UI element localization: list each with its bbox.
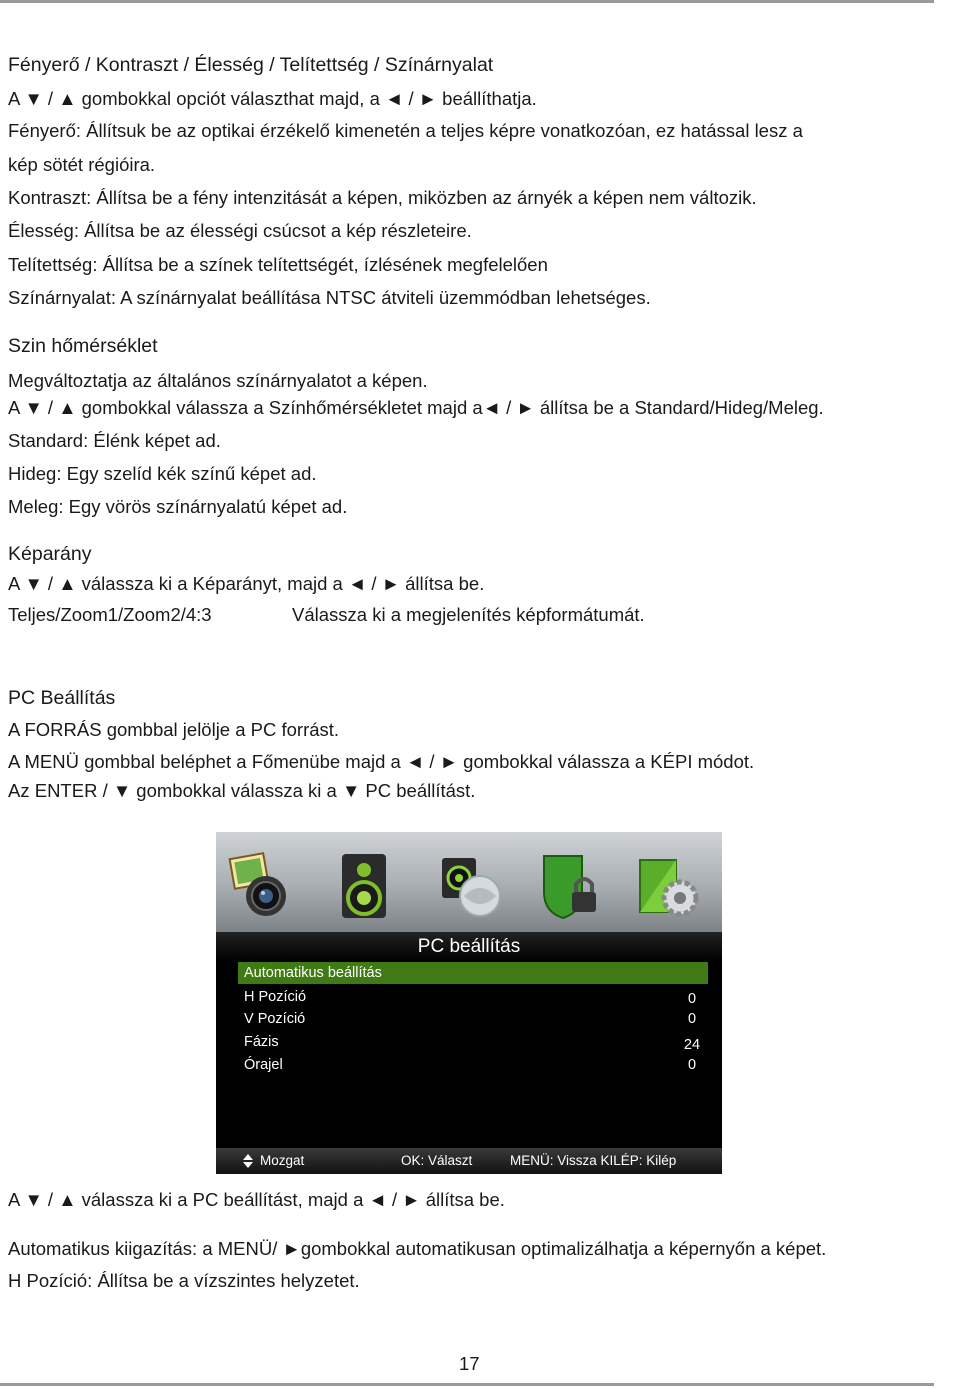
text-line: Meleg: Egy vörös színárnyalatú képet ad.: [8, 496, 348, 517]
picture-icon: [228, 850, 292, 922]
setup-icon: [636, 850, 700, 922]
channel-icon: [440, 850, 504, 922]
text-line: Automatikus kiigazítás: a MENÜ/ ►gombokkal automatikusan optimalizálhatja a képernyőn a képet.: [8, 1238, 827, 1259]
text-line: Élesség: Állítsa be az élességi csúcsot a kép részleteire.: [8, 220, 472, 241]
section-heading-brightness: Fényerő / Kontraszt / Élesség / Telítettség / Színárnyalat: [8, 54, 494, 76]
tv-menu-iconbar: [216, 832, 722, 932]
tv-menu-item-label: H Pozíció: [244, 989, 307, 1005]
text-line: A ▼ / ▲ válassza ki a PC beállítást, majd a ◄ / ► állítsa be.: [8, 1189, 505, 1210]
tv-menu-item-value: 0: [687, 991, 697, 1007]
text-line: Telítettség: Állítsa be a színek telítettségét, ízlésének megfelelően: [8, 254, 548, 275]
lock-icon: [538, 850, 602, 922]
page-number: 17: [459, 1353, 480, 1374]
tv-menu-item-clock[interactable]: [238, 1054, 708, 1076]
tv-menu-footer: [216, 1148, 722, 1174]
text-line: Standard: Élénk képet ad.: [8, 430, 221, 451]
tv-footer-menu-exit: MENÜ: Vissza KILÉP: Kilép: [510, 1153, 677, 1168]
tv-footer-ok: OK: Választ: [401, 1153, 473, 1168]
tv-menu-item-phase[interactable]: [238, 1031, 708, 1053]
bottom-rule: [0, 1383, 934, 1386]
tv-menu-screenshot: [216, 832, 722, 1174]
text-line: Kontraszt: Állítsa be a fény intenzitását a képen, miközben az árnyék a képen nem változik.: [8, 187, 757, 208]
text-line: Színárnyalat: A színárnyalat beállítása NTSC átviteli üzemmódban lehetséges.: [8, 287, 651, 308]
aspect-description: Válassza ki a megjelenítés képformátumát.: [292, 604, 645, 625]
text-line: A ▼ / ▲ válassza ki a Képarányt, majd a ◄ / ► állítsa be.: [8, 573, 485, 594]
section-heading-color-temp: Szin hőmérséklet: [8, 335, 158, 357]
up-down-arrows-icon: [242, 1153, 254, 1169]
text-line: A ▼ / ▲ gombokkal válassza a Színhőmérsékletet majd a◄ / ► állítsa be a Standard/Hideg/Meleg.: [8, 397, 824, 418]
text-line: A FORRÁS gombbal jelölje a PC forrást.: [8, 719, 340, 740]
tv-menu-item-label: Órajel: [244, 1057, 283, 1073]
tv-menu-item-v-position[interactable]: [238, 1008, 708, 1030]
text-line: A ▼ / ▲ gombokkal opciót választhat majd, a ◄ / ► beállíthatja.: [8, 88, 537, 109]
sound-icon: [336, 850, 400, 922]
aspect-options: Teljes/Zoom1/Zoom2/4:3: [8, 604, 212, 625]
top-rule: [0, 0, 934, 3]
tv-footer-move: Mozgat: [260, 1153, 305, 1168]
tv-menu-item-value: 0: [687, 1057, 697, 1073]
text-line: Hideg: Egy szelíd kék színű képet ad.: [8, 463, 317, 484]
section-heading-pc: PC Beállítás: [8, 687, 116, 709]
tv-menu-item-auto-adjust[interactable]: [238, 962, 708, 984]
tv-menu-title: PC beállítás: [216, 932, 722, 962]
tv-menu-item-h-position[interactable]: [238, 986, 708, 1008]
tv-menu-item-value: 24: [683, 1037, 701, 1053]
tv-menu-item-label: Fázis: [244, 1034, 279, 1050]
text-line: Fényerő: Állítsuk be az optikai érzékelő kimenetén a teljes képre vonatkozóan, ez hatással lesz a: [8, 120, 803, 141]
text-line: A MENÜ gombbal beléphet a Főmenübe majd a ◄ / ► gombokkal válassza a KÉPI módot.: [8, 751, 755, 772]
text-line: kép sötét régióira.: [8, 154, 156, 175]
tv-menu-item-label: Automatikus beállítás: [244, 965, 382, 981]
tv-menu-item-value: 0: [687, 1011, 697, 1027]
text-line: Az ENTER / ▼ gombokkal válassza ki a ▼ PC beállítást.: [8, 780, 476, 801]
tv-menu-item-label: V Pozíció: [244, 1011, 306, 1027]
section-heading-aspect: Képarány: [8, 543, 92, 565]
text-line: H Pozíció: Állítsa be a vízszintes helyzetet.: [8, 1270, 360, 1291]
text-line: Megváltoztatja az általános színárnyalatot a képen.: [8, 370, 428, 391]
tv-menu-list: [216, 962, 722, 1148]
